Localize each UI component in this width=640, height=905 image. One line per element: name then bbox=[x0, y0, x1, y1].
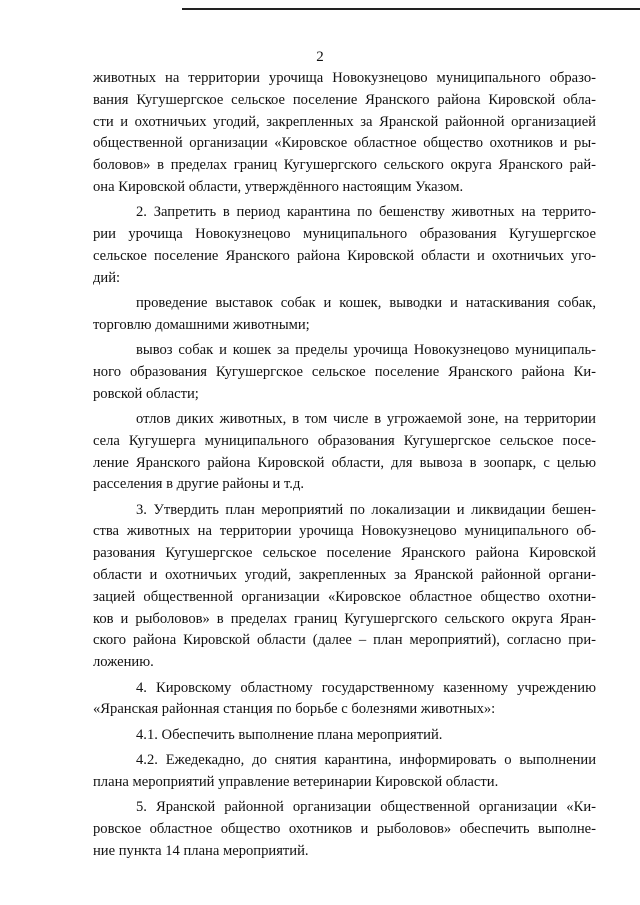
text-line: 3. Утвердить план мероприятий по локализации и ликвидации бешен- bbox=[136, 501, 596, 518]
text-line: 5. Яранской районной организации общественной организации «Ки- bbox=[136, 799, 596, 815]
paragraph bbox=[93, 797, 596, 862]
text-line: ского района Кировской области (далее – план мероприятий), согласно при- bbox=[93, 632, 596, 649]
text-line: села Кугушерга муниципального образования Кугушергское сельское посе- bbox=[93, 432, 596, 449]
text-line: торговлю домашними животными; bbox=[93, 316, 310, 333]
text-line: ние пункта 14 плана мероприятий. bbox=[93, 842, 309, 859]
text-line: сельское поселение Яранского района Кировской области и охотничьих уго- bbox=[93, 247, 596, 264]
text-line: плана мероприятий управление ветеринарии Кировской области. bbox=[93, 773, 499, 790]
text-line: 4.1. Обеспечить выполнение плана мероприятий. bbox=[136, 726, 443, 743]
text-line: сти и охотничьих угодий, закрепленных за Яранской районной организацией bbox=[93, 113, 596, 130]
paragraph bbox=[93, 678, 596, 722]
paragraph bbox=[93, 750, 596, 794]
text-line: общественной организации «Кировское областное общество охотников и ры- bbox=[93, 135, 596, 152]
paragraph bbox=[93, 68, 596, 199]
text-line: проведение выставок собак и кошек, выводки и натаскивания собак, bbox=[136, 294, 596, 311]
paragraph bbox=[93, 293, 596, 337]
text-line: отлов диких животных, в том числе в угрожаемой зоне, на территории bbox=[136, 410, 596, 427]
text-line: 4.2. Ежедекадно, до снятия карантина, информировать о выполнении bbox=[136, 751, 596, 768]
text-line: вывоз собак и кошек за пределы урочища Новокузнецово муниципаль- bbox=[136, 342, 596, 359]
paragraph bbox=[93, 725, 596, 747]
text-line: дий: bbox=[93, 269, 121, 286]
text-line: она Кировской области, утверждённого настоящим Указом. bbox=[93, 178, 464, 195]
text-line: ление Яранского района Кировской области, для вывоза в зоопарк, с целью bbox=[93, 454, 596, 471]
text-line: расселения в другие районы и т.д. bbox=[93, 476, 305, 493]
text-line: зацией общественной организации «Кировское областное общество охотни- bbox=[93, 588, 596, 605]
paragraph bbox=[93, 340, 596, 405]
text-line: боловов» в пределах границ Кугушергского сельского округа Яранского рай- bbox=[93, 157, 596, 174]
paragraph bbox=[93, 202, 596, 289]
text-line: 4. Кировскому областному государственному казенному учреждению bbox=[136, 679, 596, 696]
text-line: вания Кугушергское сельское поселение Яранского района Кировской обла- bbox=[93, 91, 596, 108]
text-line: ства животных на территории урочища Новокузнецово муниципального об- bbox=[93, 523, 596, 540]
text-line: ровской области; bbox=[93, 385, 199, 402]
page-number: 2 bbox=[316, 49, 324, 65]
text-line: ложению. bbox=[93, 654, 154, 671]
text-line: ков и рыболовов» в пределах границ Кугушергского сельского округа Яран- bbox=[93, 610, 596, 627]
text-line: разования Кугушергское сельское поселение Яранского района Кировской bbox=[93, 545, 596, 562]
text-line: 2. Запретить в период карантина по бешенству животных на террито- bbox=[136, 204, 596, 221]
text-line: ного образования Кугушергское сельское поселение Яранского района Ки- bbox=[93, 363, 596, 380]
text-line: «Яранская районная станция по борьбе с болезнями животных»: bbox=[93, 701, 496, 718]
paragraph bbox=[93, 409, 596, 496]
text-line: животных на территории урочища Новокузнецово муниципального образо- bbox=[93, 70, 596, 86]
text-line: области и охотничьих угодий, закрепленных за Яранской районной органи- bbox=[93, 567, 596, 584]
text-line: ровское областное общество охотников и рыболовов» обеспечить выполне- bbox=[93, 820, 596, 837]
paragraph bbox=[93, 500, 596, 674]
scan-edge-line bbox=[182, 8, 640, 10]
text-line: рии урочища Новокузнецово муниципального образования Кугушергское bbox=[93, 226, 596, 243]
document-body bbox=[93, 68, 596, 866]
